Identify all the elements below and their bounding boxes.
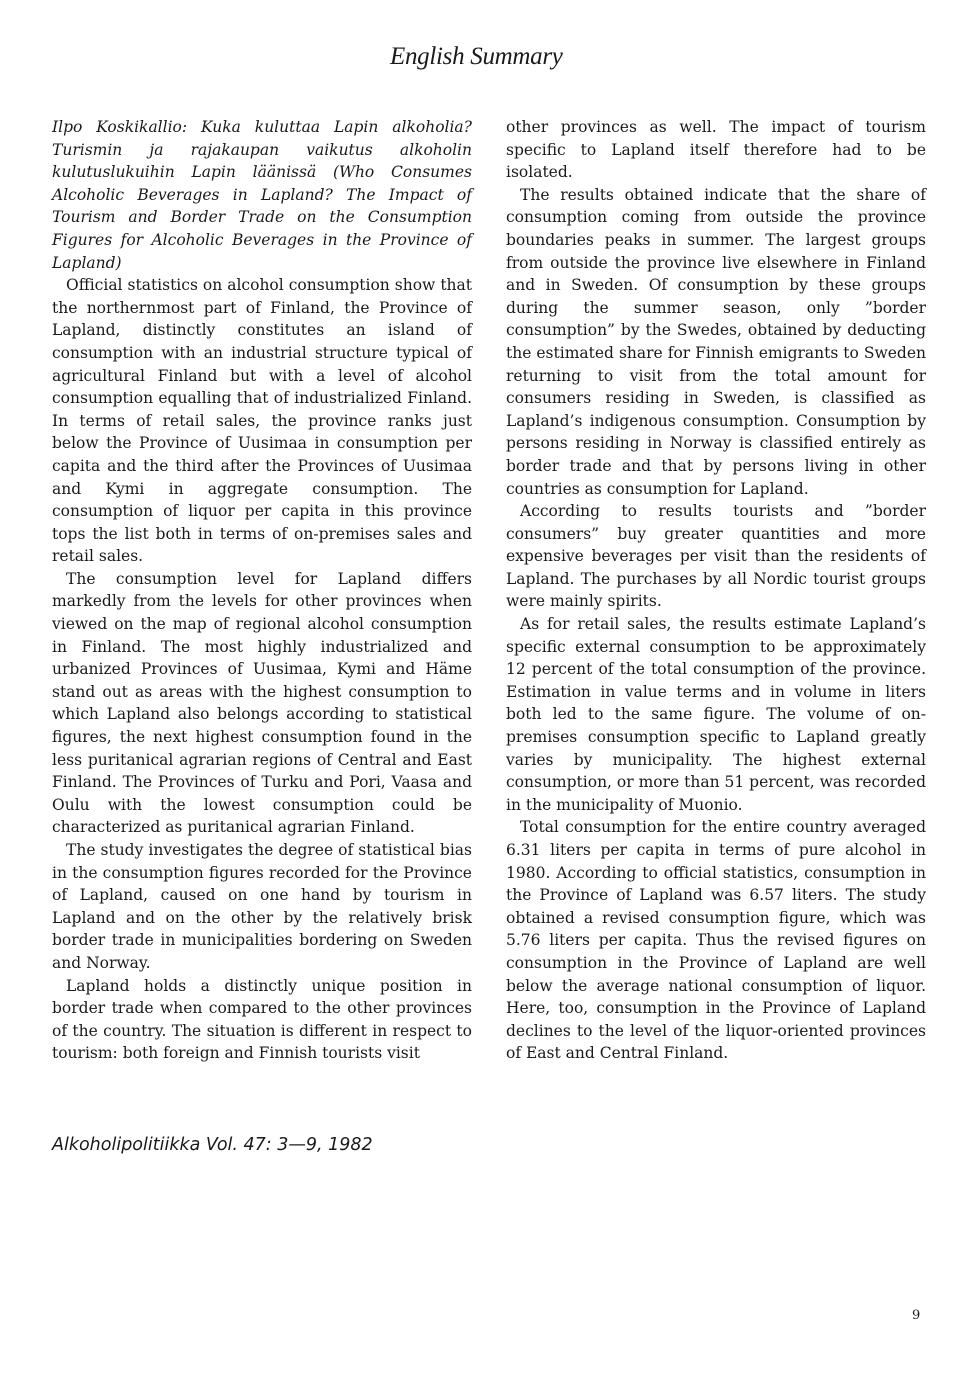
body-paragraph: The consumption level for Lapland differs markedly from the levels for other provinces when viewed on the map of regional alcohol consumption in Finland. The most highly industrialized and urbanized Provinces of Uusimaa, Kymi and Häme stand out as areas with the highest consumption to which Lapland also belongs according to statistical figures, the next highest consumption found in the less puritanical agrarian regions of Central and East Finland. The Provinces of Turku and Pori, Vaasa and Oulu with the lowest consumption could be characterized as puritanical agrarian Finland. xyxy=(52,569,472,837)
body-paragraph: The results obtained indicate that the share of consumption coming from outside the province boundaries peaks in summer. The largest groups from outside the province live elsewhere in Finland and in Sweden. Of consumption by these groups during the summer season, only ”border consumption” by the Swedes, obtained by deducting the estimated share for Finnish emigrants to Sweden returning to visit from the total amount for consumers residing in Sweden, is classified as Lapland’s indigenous consumption. Consumption by persons residing in Norway is classified entirely as border trade and that by persons living in other countries as consumption for Lapland. xyxy=(506,185,926,498)
body-paragraph: According to results tourists and ”border consumers” buy greater quantities and more expensive beverages per visit than the residents of Lapland. The purchases by all Nordic tourist groups were mainly spirits. xyxy=(506,502,926,611)
right-column xyxy=(506,116,926,1065)
page-title: English Summary xyxy=(390,43,563,70)
article-citation: Ilpo Koskikallio: Kuka kuluttaa Lapin alkoholia? Turismin ja rajakaupan vaikutus alkoholin kulutuslukuihin Lapin läänissä (Who Consumes Alcoholic Beverages in Lapland? The Impact of Tourism and Border Trade on the Consumption Figures for Alcoholic Beverages in the Province of Lapland) xyxy=(52,118,472,272)
body-paragraph: Official statistics on alcohol consumption show that the northernmost part of Finland, the Province of Lapland, distinctly constitutes an island of consumption with an industrial structure typical of agricultural Finland but with a level of alcohol consumption equalling that of industrialized Finland. In terms of retail sales, the province ranks just below the Province of Uusimaa in consumption per capita and the third after the Provinces of Uusimaa and Kymi in aggregate consumption. The consumption of liquor per capita in this province tops the list both in terms of on-premises sales and retail sales. xyxy=(52,276,472,566)
body-paragraph: Lapland holds a distinctly unique position in border trade when compared to the other provinces of the country. The situation is different in respect to tourism: both foreign and Finnish tourists visit xyxy=(52,976,472,1063)
left-column xyxy=(52,116,472,1065)
body-paragraph: As for retail sales, the results estimate Lapland’s specific external consumption to be approximately 12 percent of the total consumption of the province. Estimation in value terms and in volume in liters both led to the same figure. The volume of on-premises consumption specific to Lapland greatly varies by municipality. The highest external consumption, or more than 51 percent, was recorded in the municipality of Muonio. xyxy=(506,615,926,814)
body-paragraph: The study investigates the degree of statistical bias in the consumption figures recorded for the Province of Lapland, caused on one hand by tourism in Lapland and on the other by the relatively brisk border trade in municipalities bordering on Sweden and Norway. xyxy=(52,841,472,972)
body-paragraph: Total consumption for the entire country averaged 6.31 liters per capita in terms of pure alcohol in 1980. According to official statistics, consumption in the Province of Lapland was 6.57 liters. The study obtained a revised consumption figure, which was 5.76 liters per capita. Thus the revised figures on consumption in the Province of Lapland are well below the average national consumption of liquor. Here, too, consumption in the Province of Lapland declines to the level of the liquor-oriented provinces of East and Central Finland. xyxy=(506,818,926,1063)
journal-citation: Alkoholipolitiikka Vol. 47: 3—9, 1982 xyxy=(52,1135,373,1155)
body-paragraph: other provinces as well. The impact of tourism specific to Lapland itself therefore had to be isolated. xyxy=(506,118,926,182)
page-number: 9 xyxy=(912,1308,921,1323)
